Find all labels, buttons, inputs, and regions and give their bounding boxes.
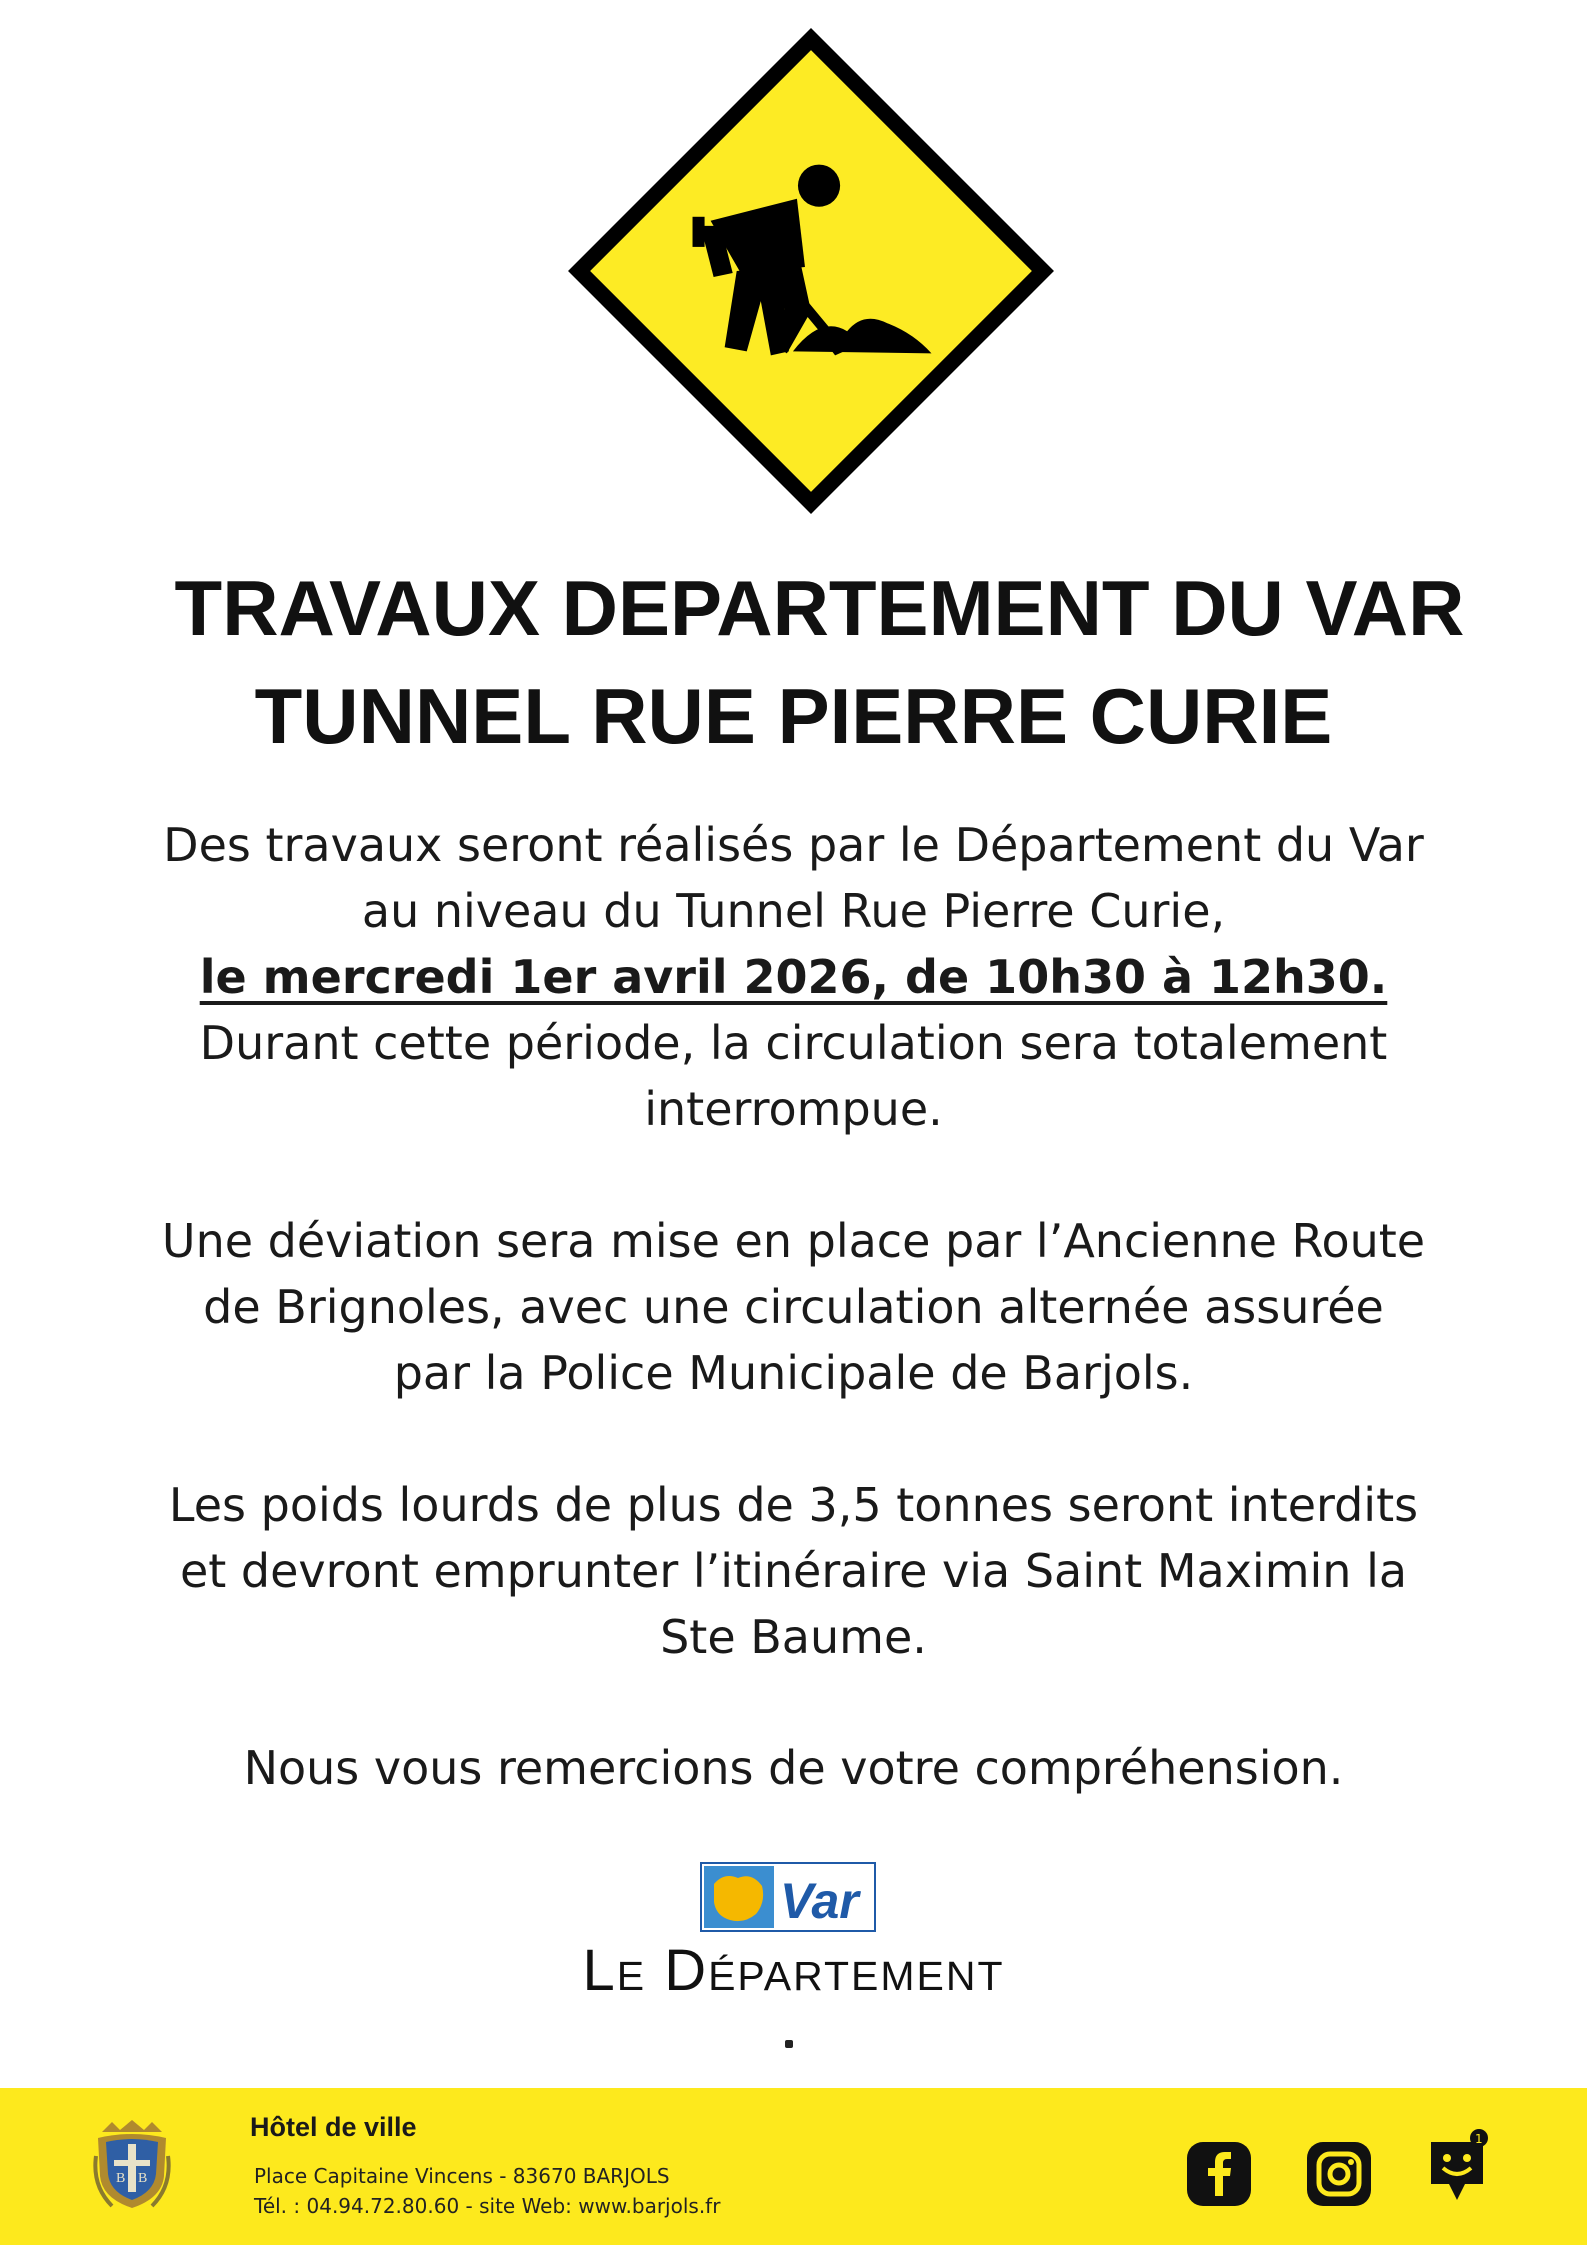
footer (0, 2088, 1587, 2245)
paragraph-line: Ste Baume. (660, 1610, 927, 1664)
paragraph-line: au niveau du Tunnel Rue Pierre Curie, (361, 884, 1226, 938)
paragraph-line: par la Police Municipale de Barjols. (393, 1346, 1194, 1400)
paragraph-thanks (40, 1735, 1547, 1801)
paragraph-line: Nous vous remercions de votre compréhension. (243, 1741, 1344, 1795)
paragraph-line: de Brignoles, avec une circulation alternée assurée (203, 1280, 1384, 1334)
title-line-2: TUNNEL RUE PIERRE CURIE (254, 672, 1333, 760)
footer-address: Place Capitaine Vincens - 83670 BARJOLS (254, 2164, 670, 2188)
decorative-dot (785, 2040, 793, 2048)
facebook-icon[interactable] (1185, 2140, 1253, 2208)
paragraph-line: interrompue. (644, 1082, 943, 1136)
city-app-icon[interactable] (1425, 2128, 1489, 2212)
paragraph-line: Des travaux seront réalisés par le Département du Var (163, 818, 1424, 872)
paragraph-deviation (40, 1208, 1547, 1406)
paragraph-line: Les poids lourds de plus de 3,5 tonnes seront interdits (168, 1478, 1419, 1532)
title-line-1: TRAVAUX DEPARTEMENT DU VAR (174, 564, 1465, 652)
paragraph-works (40, 812, 1547, 1142)
var-department-logo (700, 1862, 876, 1932)
footer-title: Hôtel de ville (250, 2112, 417, 2142)
paragraph-line: et devront emprunter l’itinéraire via Saint Maximin la (179, 1544, 1408, 1598)
paragraph-line: Durant cette période, la circulation sera totalement (199, 1016, 1388, 1070)
paragraph-heavy-vehicles (40, 1472, 1547, 1670)
department-name: Le Département (582, 1938, 1005, 2003)
city-crest-icon (92, 2116, 172, 2212)
svg-text:B: B (116, 2171, 126, 2186)
works-date: le mercredi 1er avril 2026, de 10h30 à 12h30. (199, 950, 1388, 1004)
svg-text:1: 1 (1475, 2132, 1483, 2146)
svg-text:B: B (138, 2171, 148, 2186)
instagram-icon[interactable] (1305, 2140, 1373, 2208)
svg-text:Var: Var (780, 1873, 859, 1929)
roadwork-sign-icon (560, 20, 1062, 522)
footer-contact[interactable]: Tél. : 04.94.72.80.60 - site Web: www.barjols.fr (254, 2194, 721, 2218)
paragraph-line: Une déviation sera mise en place par l’Ancienne Route (161, 1214, 1426, 1268)
